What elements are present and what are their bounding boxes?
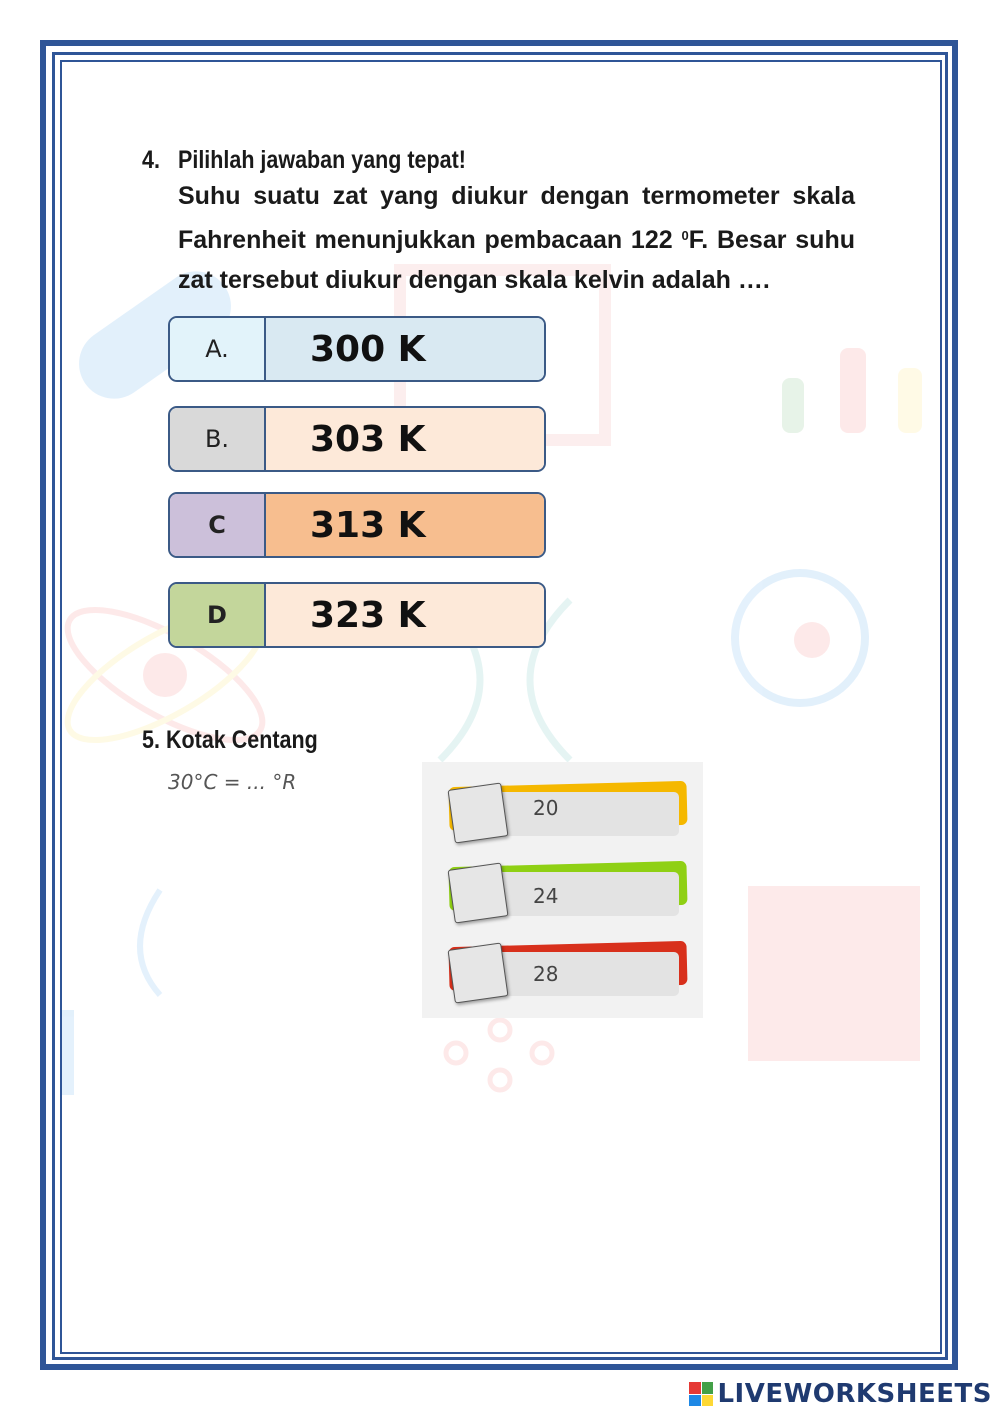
checkbox-label-20: 20 — [533, 796, 559, 820]
question-5-prompt: 30°C = ... °R — [168, 770, 297, 794]
brand-name: LIVEWORKSHEETS — [717, 1379, 992, 1409]
option-d-value: 323 K — [266, 584, 544, 646]
option-c-letter: C — [170, 494, 266, 556]
option-b-letter: B. — [170, 408, 266, 470]
option-c-button[interactable] — [168, 492, 546, 558]
checkbox-20[interactable] — [448, 783, 509, 844]
checkbox-row-28[interactable] — [449, 944, 689, 1002]
checkbox-label-24: 24 — [533, 884, 559, 908]
question-5-title: Kotak Centang — [166, 726, 318, 754]
question-4-line-2-text: Fahrenheit menunjukkan pembacaan 122 — [178, 226, 673, 254]
checkbox-row-20[interactable] — [449, 784, 689, 842]
option-b-button[interactable] — [168, 406, 546, 472]
checkbox-24[interactable] — [448, 863, 509, 924]
question-4-line-2 — [178, 216, 855, 260]
liveworksheets-brand — [689, 1379, 992, 1409]
question-4-line-3: zat tersebut diukur dengan skala kelvin adalah …. — [178, 266, 770, 294]
option-c-value: 313 K — [266, 494, 544, 556]
question-4-line-2-tail: F. Besar suhu — [688, 226, 855, 254]
question-4-text — [178, 176, 855, 300]
brand-logo-icon — [689, 1382, 713, 1406]
checkbox-row-24[interactable] — [449, 864, 689, 922]
question-4-number: 4. — [142, 146, 160, 174]
question-4-title: Pilihlah jawaban yang tepat! — [178, 146, 466, 174]
checkbox-label-28: 28 — [533, 962, 559, 986]
option-a-value: 300 K — [266, 318, 544, 380]
option-d-letter: D — [170, 584, 266, 646]
question-4-line-1: Suhu suatu zat yang diukur dengan termometer skala — [178, 182, 855, 210]
option-b-value: 303 K — [266, 408, 544, 470]
degree-superscript: 0 — [681, 228, 689, 243]
checkbox-28[interactable] — [448, 943, 509, 1004]
question-5-number: 5. — [142, 726, 160, 754]
option-d-button[interactable] — [168, 582, 546, 648]
checkbox-panel — [422, 762, 703, 1018]
option-a-button[interactable] — [168, 316, 546, 382]
option-a-letter: A. — [170, 318, 266, 380]
